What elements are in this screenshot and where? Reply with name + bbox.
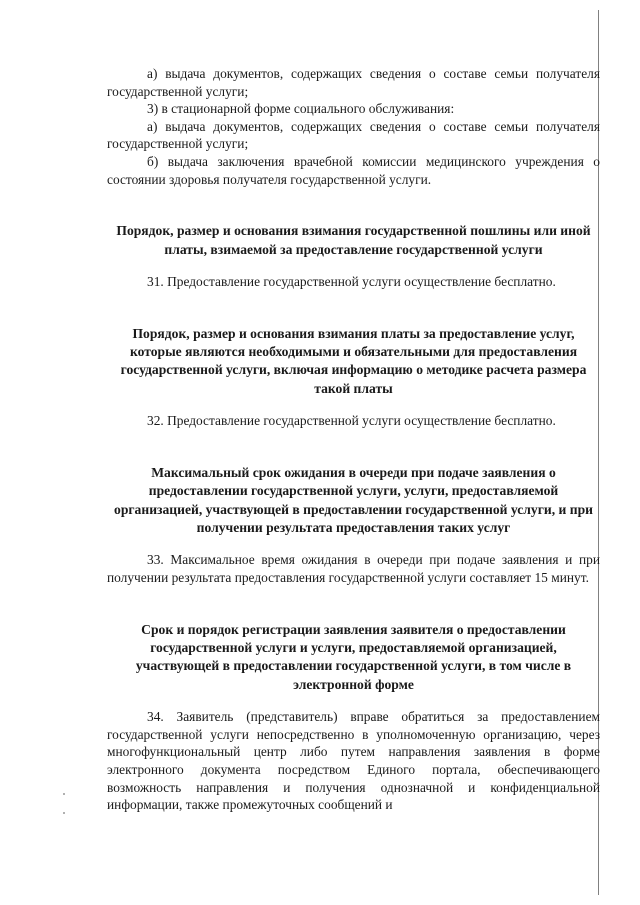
- paragraph-32: 32. Предоставление государственной услуги осуществление бесплатно.: [147, 413, 556, 429]
- paragraph: а) выдача документов, содержащих сведения о составе семьи получателя государственной услуги;: [107, 118, 600, 152]
- scan-speck: [63, 793, 65, 795]
- section-heading-registration: Срок и порядок регистрации заявления заявителя о предоставлении государственной услуги и услуги, предоставляемой организацией, участвующей в предоставлении государственной услуги, в том числе в электронной форме: [135, 621, 572, 692]
- section-heading-waiting: Максимальный срок ожидания в очереди при подаче заявления о предоставлении государственной услуги, услуги, предоставляемой организацией, участвующей в предоставлении государственной услуги, и при получении результата предоставления таких услуг: [114, 464, 593, 535]
- document-body: [107, 65, 600, 814]
- section-heading-fee: Порядок, размер и основания взимания государственной пошлины или иной платы, взимаемой за предоставление государственной услуги: [116, 223, 591, 257]
- section-heading-paid-services: Порядок, размер и основания взимания платы за предоставление услуг, которые являются необходимыми и обязательными для предоставления государственной услуги, включая информацию о методике расчета размера такой платы: [120, 325, 587, 396]
- paragraph: 3) в стационарной форме социального обслуживания:: [147, 101, 455, 117]
- scan-speck: [63, 812, 65, 814]
- paragraph-34: 34. Заявитель (представитель) вправе обратиться за предоставлением государственной услуги непосредственно в уполномоченную организацию, через многофункциональный центр либо путем направления заявления в форме электронного документа посредством Единого портала, обеспечивающего возможность направления и получения однозначной и конфиденциальной информации, также промежуточных сообщений и: [107, 709, 600, 813]
- paragraph-33: 33. Максимальное время ожидания в очереди при подаче заявления и при получении результата предоставления государственной услуги составляет 15 минут.: [107, 552, 600, 585]
- paragraph: б) выдача заключения врачебной комиссии медицинского учреждения о состоянии здоровья получателя государственной услуги.: [107, 153, 600, 187]
- paragraph: а) выдача документов, содержащих сведения о составе семьи получателя государственной услуги;: [107, 66, 600, 99]
- paragraph-31: 31. Предоставление государственной услуги осуществление бесплатно.: [147, 273, 556, 289]
